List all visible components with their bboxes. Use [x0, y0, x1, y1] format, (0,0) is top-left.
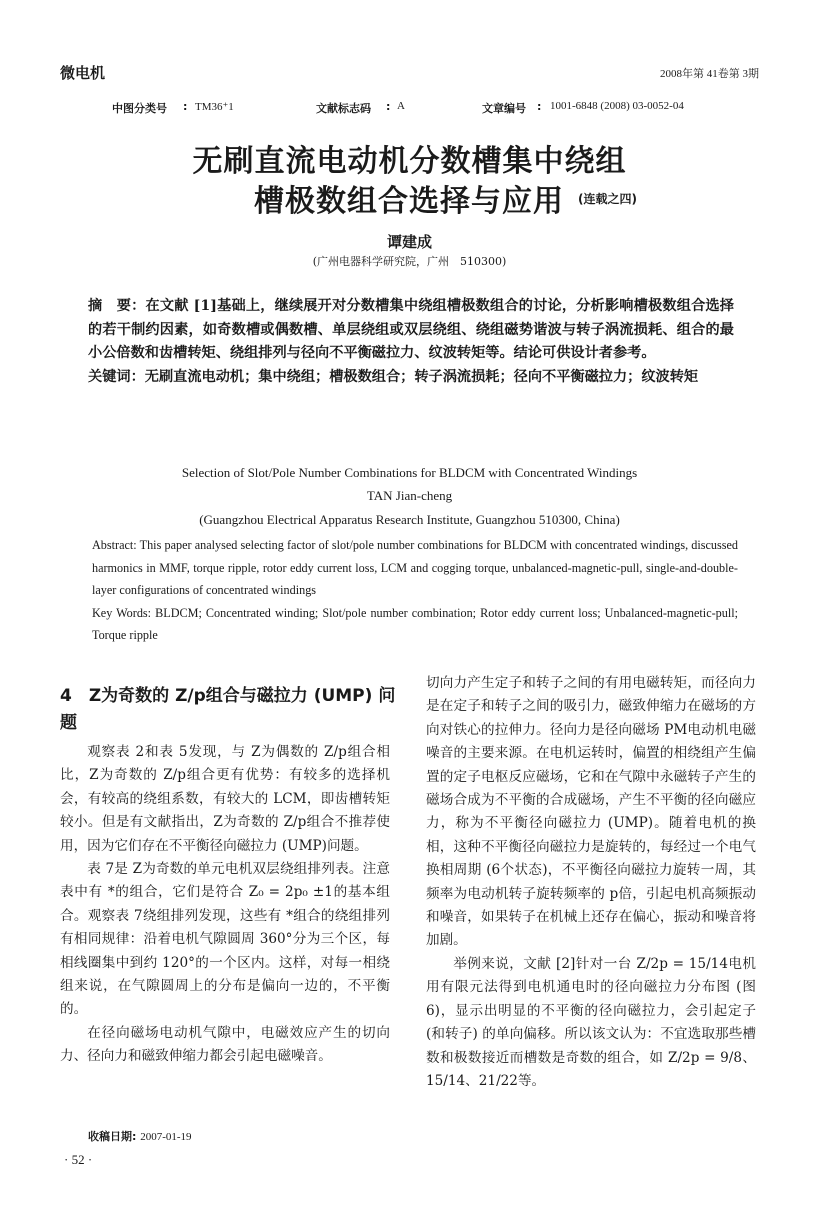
- english-abstract: [92, 534, 738, 647]
- english-abstract-para: [92, 534, 738, 602]
- left-column: [60, 741, 390, 1069]
- journal-name: 微电机: [60, 64, 106, 82]
- received-value: 2007-01-19: [140, 1131, 192, 1143]
- left-paragraph-3: 在径向磁场电动机气隙中，电磁效应产生的切向力、径向力和磁致伸缩力都会引起电磁噪音。: [60, 1024, 390, 1065]
- clc-label: 中图分类号: [112, 102, 167, 115]
- section-heading: 4 Z为奇数的 Z/p组合与磁拉力 (UMP) 问题: [60, 686, 396, 733]
- clc-value: TM36⁺1: [195, 101, 234, 113]
- english-title: Selection of Slot/Pole Number Combinations for BLDCM with Concentrated Windings: [181, 465, 638, 480]
- english-abstract-text: This paper analysed selecting factor of slot/pole number combinations for BLDCM with concentrated windings, discussed harmonics in MMF, torque ripple, rotor eddy current loss, LCM and cogging torque, unbalanced-magnetic-pull, single-and-double-layer configurations of concentrated windings: [92, 538, 738, 597]
- english-abstract-label: Abstract:: [92, 538, 137, 552]
- english-keywords-label: Key Words:: [92, 605, 152, 620]
- abstract-cn-label: 摘 要: [88, 298, 132, 314]
- right-paragraph-2: 举例来说，文献 [2]针对一台 Z/2p = 15/14电机用有限元法得到电机通电时的径向磁拉力分布图 (图 6)，显示出明显的不平衡的径向磁拉力，会引起定子 (和转子) 的单向偏移。所以该文认为：不宜选取那些槽数和极数接近而槽数是奇数的组合，如 Z/2p = 9/8、15/14、21/22等。: [426, 955, 756, 1089]
- keywords-cn-label: 关键词: [88, 368, 131, 385]
- left-paragraph-2: 表 7是 Z为奇数的单元电机双层绕组排列表。注意表中有 *的组合，它们是符合 Z₀ = 2p₀ ±1的基本组合。观察表 7绕组排列发现，这些有 *组合的绕组排列有相同规律：沿着电机气隙圆周 360°分为三个区，每相线圈集中到约 120°的一个区内。这样，对每一相绕组来说，在气隙圆周上的分布是偏向一边的，不平衡的。: [60, 861, 390, 1018]
- right-paragraph-1: 切向力产生定子和转子之间的有用电磁转矩，而径向力是在定子和转子之间的吸引力，磁致伸缩力在磁场的方向对铁心的拉伸力。径向力是径向磁场 PM电动机电磁噪音的主要来源。在电机运转时，偏置的相绕组产生偏置的定子电枢反应磁场，它和在气隙中永磁转子产生的磁场合成为不平衡的合成磁场，产生不平衡的径向磁应力，称为不平衡径向磁拉力 (UMP)。随着电机的换相，这种不平衡径向磁拉力是旋转的，每经过一个电气换相周期 (6个状态)，不平衡径向磁拉力旋转一周，其频率为电动机转子旋转频率的 p倍，引起电机高频振动和噪音，如果转子在机械上还存在偏心，振动和噪音将加剧。: [426, 675, 756, 949]
- issue-info: 2008年第 41卷第 3期: [660, 68, 759, 80]
- classification-row: 中图分类号 : TM36⁺1 文献标志码 : A 文章编号 : 1001-6848 (2008) 03-0052-04: [112, 100, 684, 115]
- english-keywords-para: [92, 602, 738, 647]
- doc-code-label: 文献标志码: [316, 102, 371, 115]
- english-keywords-text: BLDCM; Concentrated winding; Slot/pole number combination; Rotor eddy current loss; Unbalanced-magnetic-pull; Torque ripple: [92, 605, 739, 642]
- abstract-cn: [88, 295, 734, 389]
- keywords-cn-text: 无刷直流电动机；集中绕组；槽极数组合；转子涡流损耗；径向不平衡磁拉力；纹波转矩: [144, 368, 699, 385]
- title-line-1: 无刷直流电动机分数槽集中绕组: [192, 144, 627, 179]
- english-author: TAN Jian-cheng: [366, 488, 453, 503]
- abstract-cn-text: 在文献 [1]基础上，继续展开对分数槽集中绕组槽极数组合的讨论，分析影响槽极数组合选择的若干制约因素，如奇数槽或偶数槽、单层绕组或双层绕组、绕组磁势谐波与转子涡流损耗、组合的最小公倍数和齿槽转矩、绕组排列与径向不平衡磁拉力、纹波转矩等。结论可供设计者参考。: [88, 298, 734, 361]
- article-no-value: 1001-6848 (2008) 03-0052-04: [550, 100, 684, 112]
- article-no-label: 文章编号: [482, 102, 526, 115]
- abstract-cn-para: 摘 要：在文献 [1]基础上，继续展开对分数槽集中绕组槽极数组合的讨论，分析影响槽极数组合选择的若干制约因素，如奇数槽或偶数槽、单层绕组或双层绕组、绕组磁势谐波与转子涡流损耗、组合的最小公倍数和齿槽转矩、绕组排列与径向不平衡磁拉力、纹波转矩等。结论可供设计者参考。: [88, 298, 734, 361]
- affiliation: (广州电器科学研究院，广州 510300): [312, 255, 507, 268]
- english-affiliation: (Guangzhou Electrical Apparatus Research Institute, Guangzhou 510300, China): [199, 512, 620, 527]
- author: 谭建成: [386, 233, 432, 251]
- title-serial: (连载之四): [578, 192, 637, 206]
- title-line-2: 槽极数组合选择与应用: [254, 184, 564, 219]
- keywords-cn-para: 关键词：无刷直流电动机；集中绕组；槽极数组合；转子涡流损耗；径向不平衡磁拉力；纹波转矩: [88, 368, 699, 385]
- page-number: · 52 ·: [64, 1152, 93, 1167]
- doc-code-value: A: [397, 100, 405, 112]
- left-paragraph-1: 观察表 2和表 5发现，与 Z为偶数的 Z/p组合相比，Z为奇数的 Z/p组合更有优势：有较多的选择机会，有较高的绕组系数，有较大的 LCM，即齿槽转矩较小。但是有文献指出，Z为奇数的 Z/p组合不推荐使用，因为它们存在不平衡径向磁拉力 (UMP)问题。: [60, 744, 390, 854]
- right-column: [426, 672, 756, 1093]
- received-label: 收稿日期: [88, 1130, 132, 1143]
- received-date: 收稿日期: 2007-01-19: [88, 1130, 192, 1143]
